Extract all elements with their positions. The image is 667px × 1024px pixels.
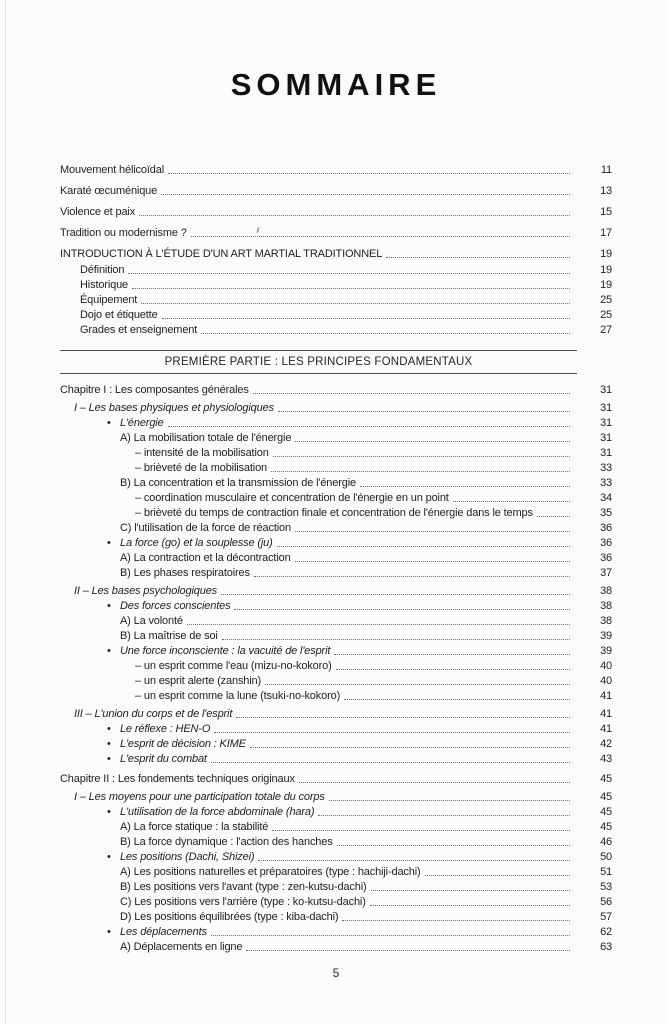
toc-entry-label: Karaté œcuménique bbox=[60, 185, 158, 197]
toc-entry bbox=[60, 521, 612, 535]
toc-entry-label: B) Les positions vers l'avant (type : zen-kutsu-dachi) bbox=[120, 881, 367, 893]
toc-entry-label: L'esprit du combat bbox=[120, 753, 207, 765]
toc-entry-label: L'énergie bbox=[120, 417, 164, 429]
dot-leader bbox=[299, 781, 570, 783]
toc-entry-page: 43 bbox=[600, 753, 612, 765]
bullet-icon: • bbox=[107, 806, 111, 818]
toc-section-front bbox=[60, 163, 612, 337]
toc-entry bbox=[60, 401, 612, 415]
toc-entry-page: 15 bbox=[600, 206, 612, 218]
toc-entry bbox=[60, 263, 612, 277]
toc-entry bbox=[60, 850, 612, 864]
toc-entry-page: 33 bbox=[600, 477, 612, 489]
toc-entry-page: 19 bbox=[600, 264, 612, 276]
toc-entry-label: C) l'utilisation de la force de réaction bbox=[120, 522, 291, 534]
folio-page-number: 5 bbox=[332, 966, 340, 980]
dot-leader bbox=[139, 214, 570, 216]
toc-entry-page: 31 bbox=[600, 417, 612, 429]
toc-entry-label: Une force inconsciente : la vacuité de l'esprit bbox=[120, 645, 331, 657]
dot-leader bbox=[425, 874, 570, 876]
dot-leader bbox=[128, 272, 570, 274]
toc-entry-label: A) Les positions naturelles et préparatoires (type : hachiji-dachi) bbox=[120, 866, 421, 878]
toc-entry bbox=[60, 599, 612, 613]
toc-entry bbox=[60, 865, 612, 879]
toc-entry-label: – un esprit comme la lune (tsuki-no-kokoro) bbox=[135, 690, 341, 702]
toc-entry-page: 42 bbox=[600, 738, 612, 750]
dot-leader bbox=[453, 500, 570, 502]
toc-entry-page: 62 bbox=[600, 926, 612, 938]
toc-entry-page: 36 bbox=[600, 537, 612, 549]
toc-entry bbox=[60, 835, 612, 849]
toc-entry-label: Tradition ou modernisme ? bbox=[60, 227, 187, 239]
bullet-icon: • bbox=[107, 926, 111, 938]
toc-entry bbox=[60, 551, 612, 565]
dot-leader bbox=[370, 904, 570, 906]
toc-entry bbox=[60, 163, 612, 177]
dot-leader bbox=[162, 317, 570, 319]
toc-entry-label: L'utilisation de la force abdominale (hara) bbox=[120, 806, 315, 818]
toc-entry bbox=[60, 895, 612, 909]
toc-entry-page: 41 bbox=[600, 723, 612, 735]
toc-entry bbox=[60, 446, 612, 460]
bullet-icon: • bbox=[107, 537, 111, 549]
dot-leader bbox=[168, 172, 570, 174]
toc-entry bbox=[60, 383, 612, 397]
dot-leader bbox=[132, 287, 570, 289]
toc-entry-label: La force (go) et la souplesse (ju) bbox=[120, 537, 273, 549]
toc-entry-label: INTRODUCTION À L'ÉTUDE D'UN ART MARTIAL TRADITIONNEL bbox=[60, 248, 383, 260]
bullet-icon: • bbox=[107, 851, 111, 863]
bullet-icon: • bbox=[107, 723, 111, 735]
dot-leader bbox=[318, 814, 570, 816]
dot-leader bbox=[360, 485, 570, 487]
dot-leader bbox=[271, 470, 570, 472]
toc-entry bbox=[60, 772, 612, 786]
toc-section-part1 bbox=[60, 383, 612, 954]
toc-entry-page: 51 bbox=[600, 866, 612, 878]
toc-entry-page: 53 bbox=[600, 881, 612, 893]
toc-entry-page: 45 bbox=[600, 821, 612, 833]
dot-leader bbox=[295, 560, 570, 562]
toc-entry-label: – un esprit alerte (zanshin) bbox=[135, 675, 262, 687]
toc-entry bbox=[60, 790, 612, 804]
dot-leader bbox=[371, 889, 570, 891]
toc-entry bbox=[60, 476, 612, 490]
dot-leader bbox=[211, 934, 570, 936]
toc-entry-label: Mouvement hélicoïdal bbox=[60, 164, 165, 176]
toc-entry-label: Équipement bbox=[80, 294, 138, 306]
dot-leader bbox=[161, 193, 570, 195]
toc-entry-page: 34 bbox=[600, 492, 612, 504]
toc-entry bbox=[60, 880, 612, 894]
toc-entry-label: Chapitre I : Les composantes générales bbox=[60, 384, 249, 396]
bullet-icon: • bbox=[107, 753, 111, 765]
dot-leader bbox=[236, 716, 570, 718]
toc-entry-label: A) La contraction et la décontraction bbox=[120, 552, 291, 564]
toc-entry bbox=[60, 205, 612, 219]
toc-entry bbox=[60, 644, 612, 658]
dot-leader bbox=[277, 545, 570, 547]
toc-entry-page: 31 bbox=[600, 447, 612, 459]
toc-entry-label: A) La mobilisation totale de l'énergie bbox=[120, 432, 292, 444]
toc-entry-label: Définition bbox=[80, 264, 125, 276]
toc-entry-page: 41 bbox=[600, 690, 612, 702]
toc-entry-label: Dojo et étiquette bbox=[80, 309, 158, 321]
dot-leader bbox=[329, 799, 570, 801]
dot-leader bbox=[272, 829, 570, 831]
toc-entry-page: 27 bbox=[600, 324, 612, 336]
toc-entry bbox=[60, 431, 612, 445]
dot-leader bbox=[222, 638, 570, 640]
toc-entry-label: II – Les bases psychologiques bbox=[74, 585, 218, 597]
toc-entry-page: 11 bbox=[600, 164, 612, 176]
toc-entry-page: 38 bbox=[600, 600, 612, 612]
toc-entry-label: B) La maîtrise de soi bbox=[120, 630, 218, 642]
toc-entry-page: 39 bbox=[600, 630, 612, 642]
toc-entry-page: 36 bbox=[600, 522, 612, 534]
bullet-icon: • bbox=[107, 417, 111, 429]
toc-entry bbox=[60, 614, 612, 628]
bullet-icon: • bbox=[107, 738, 111, 750]
toc-entry bbox=[60, 536, 612, 550]
toc-entry-label: A) La volonté bbox=[120, 615, 183, 627]
dot-leader bbox=[537, 515, 570, 517]
toc-entry bbox=[60, 278, 612, 292]
toc-entry bbox=[60, 584, 612, 598]
toc-entry bbox=[60, 461, 612, 475]
toc-entry-page: 46 bbox=[600, 836, 612, 848]
toc-entry-page: 45 bbox=[600, 806, 612, 818]
dot-leader bbox=[201, 332, 570, 334]
dot-leader bbox=[141, 302, 570, 304]
toc-entry-label: B) La force dynamique : l'action des hanches bbox=[120, 836, 333, 848]
dot-leader bbox=[246, 949, 570, 951]
dot-leader bbox=[250, 746, 570, 748]
dot-leader bbox=[265, 683, 570, 685]
toc-entry-label: I – Les bases physiques et physiologiques bbox=[74, 402, 274, 414]
toc-entry bbox=[60, 910, 612, 924]
toc-entry-page: 25 bbox=[600, 309, 612, 321]
toc-entry-label: Chapitre II : Les fondements techniques originaux bbox=[60, 773, 295, 785]
toc-entry bbox=[60, 689, 612, 703]
toc-entry bbox=[60, 566, 612, 580]
toc-entry-page: 31 bbox=[600, 432, 612, 444]
dot-leader bbox=[168, 425, 570, 427]
toc-entry-label: Grades et enseignement bbox=[80, 324, 198, 336]
page-title: SOMMAIRE bbox=[230, 67, 442, 102]
toc-entry bbox=[60, 184, 612, 198]
toc-entry bbox=[60, 752, 612, 766]
toc-entry bbox=[60, 226, 612, 240]
dot-leader bbox=[295, 440, 570, 442]
toc-entry-label: III – L'union du corps et de l'esprit bbox=[74, 708, 233, 720]
dot-leader bbox=[278, 410, 570, 412]
toc-entry bbox=[60, 659, 612, 673]
toc-entry-label: C) Les positions vers l'arrière (type : ko-kutsu-dachi) bbox=[120, 896, 366, 908]
toc-entry-page: 31 bbox=[600, 384, 612, 396]
toc-entry-label: Les déplacements bbox=[120, 926, 207, 938]
toc-entry-page: 45 bbox=[600, 791, 612, 803]
toc-entry-label: – un esprit comme l'eau (mizu-no-kokoro) bbox=[135, 660, 332, 672]
toc-entry-page: 33 bbox=[600, 462, 612, 474]
toc-entry-label: Le réflexe : HEN-O bbox=[120, 723, 211, 735]
dot-leader bbox=[342, 919, 570, 921]
toc-entry bbox=[60, 491, 612, 505]
toc-entry-page: 63 bbox=[600, 941, 612, 953]
toc-entry-label: Des forces conscientes bbox=[120, 600, 231, 612]
dot-leader bbox=[344, 698, 570, 700]
toc-entry-page: 40 bbox=[600, 675, 612, 687]
dot-leader bbox=[214, 731, 570, 733]
dot-leader bbox=[295, 530, 570, 532]
part-heading: PREMIÈRE PARTIE : LES PRINCIPES FONDAMENTAUX bbox=[60, 350, 577, 374]
toc-page bbox=[60, 0, 612, 980]
toc-entry-page: 45 bbox=[600, 773, 612, 785]
toc-entry-page: 19 bbox=[600, 279, 612, 291]
toc-entry-page: 17 bbox=[600, 227, 612, 239]
toc-entry bbox=[60, 925, 612, 939]
toc-entry bbox=[60, 293, 612, 307]
toc-entry-page: 56 bbox=[600, 896, 612, 908]
toc-entry-label: Historique bbox=[80, 279, 129, 291]
toc-entry-page: 38 bbox=[600, 585, 612, 597]
toc-entry bbox=[60, 805, 612, 819]
toc-entry-label: D) Les positions équilibrées (type : kiba-dachi) bbox=[120, 911, 339, 923]
toc-entry-page: 39 bbox=[600, 645, 612, 657]
bullet-icon: • bbox=[107, 645, 111, 657]
toc-entry-page: 40 bbox=[600, 660, 612, 672]
toc-entry-label: A) Déplacements en ligne bbox=[120, 941, 243, 953]
toc-entry bbox=[60, 308, 612, 322]
toc-entry bbox=[60, 629, 612, 643]
toc-entry bbox=[60, 247, 612, 261]
dot-leader bbox=[234, 608, 570, 610]
dot-leader bbox=[191, 235, 570, 237]
dot-leader bbox=[254, 575, 570, 577]
toc-entry bbox=[60, 722, 612, 736]
toc-entry-label: I – Les moyens pour une participation totale du corps bbox=[74, 791, 325, 803]
toc-entry bbox=[60, 506, 612, 520]
bullet-icon: • bbox=[107, 600, 111, 612]
toc-entry-page: 37 bbox=[600, 567, 612, 579]
toc-entry-page: 57 bbox=[600, 911, 612, 923]
toc-entry-label: Violence et paix bbox=[60, 206, 136, 218]
toc-entry-page: 38 bbox=[600, 615, 612, 627]
toc-entry bbox=[60, 674, 612, 688]
toc-entry-label: L'esprit de décision : KIME bbox=[120, 738, 246, 750]
toc-entry-label: – brièveté du temps de contraction finale et concentration de l'énergie dans le temps bbox=[135, 507, 533, 519]
toc-entry-page: 31 bbox=[600, 402, 612, 414]
dot-leader bbox=[187, 623, 570, 625]
dot-leader bbox=[253, 392, 570, 394]
toc-entry-page: 36 bbox=[600, 552, 612, 564]
toc-entry-page: 50 bbox=[600, 851, 612, 863]
toc-entry bbox=[60, 707, 612, 721]
toc-entry-page: 25 bbox=[600, 294, 612, 306]
toc-entry bbox=[60, 820, 612, 834]
dot-leader bbox=[337, 844, 570, 846]
toc-entry-label: B) La concentration et la transmission de l'énergie bbox=[120, 477, 356, 489]
dot-leader bbox=[386, 256, 570, 258]
dot-leader bbox=[273, 455, 570, 457]
toc-entry-label: B) Les phases respiratoires bbox=[120, 567, 250, 579]
toc-entry-page: 35 bbox=[600, 507, 612, 519]
toc-entry bbox=[60, 323, 612, 337]
dot-leader bbox=[334, 653, 570, 655]
toc-entry bbox=[60, 940, 612, 954]
dot-leader bbox=[336, 668, 570, 670]
toc-entry-page: 19 bbox=[600, 248, 612, 260]
dot-leader bbox=[211, 761, 570, 763]
scan-edge-line bbox=[5, 0, 6, 1024]
toc-entry-page: 41 bbox=[600, 708, 612, 720]
toc-entry-page: 13 bbox=[600, 185, 612, 197]
toc-entry-label: – intensité de la mobilisation bbox=[135, 447, 269, 459]
toc-entry bbox=[60, 416, 612, 430]
toc-entry-label: – coordination musculaire et concentration de l'énergie en un point bbox=[135, 492, 449, 504]
dot-leader bbox=[221, 593, 570, 595]
toc-entry-label: Les positions (Dachi, Shizei) bbox=[120, 851, 255, 863]
toc-entry-label: A) La force statique : la stabilité bbox=[120, 821, 269, 833]
toc-entry-label: – brièveté de la mobilisation bbox=[135, 462, 268, 474]
toc-entry bbox=[60, 737, 612, 751]
dot-leader bbox=[258, 859, 570, 861]
